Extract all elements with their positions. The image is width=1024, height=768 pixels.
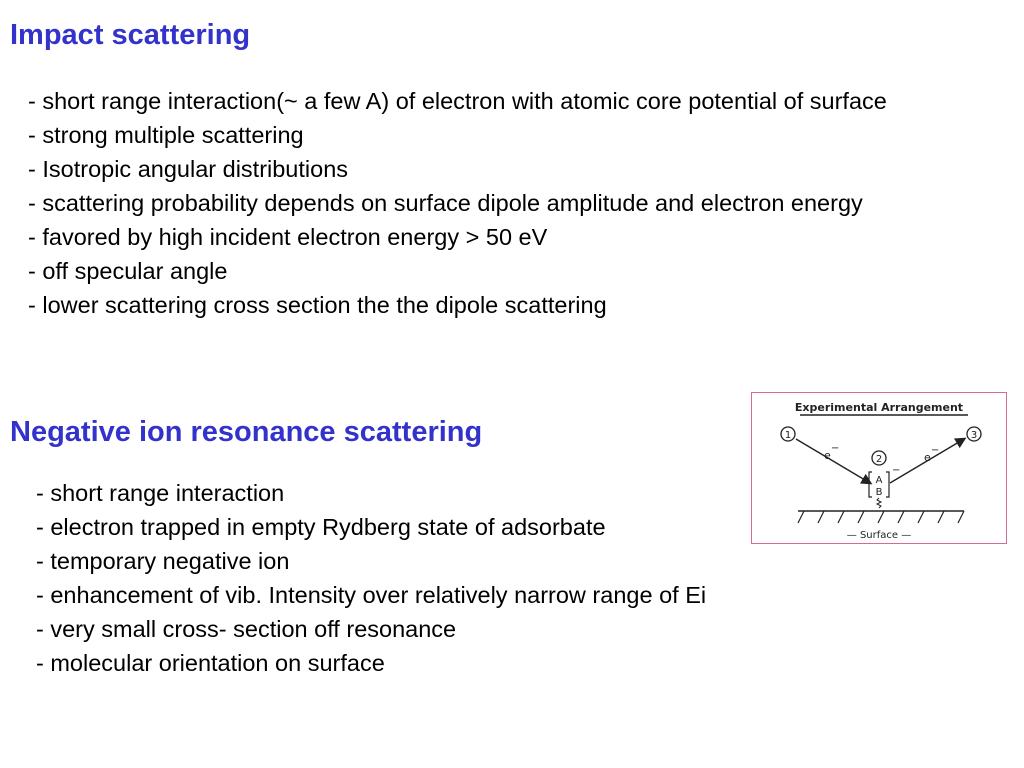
list-item-text: favored by high incident electron energy > 50 eV [42,224,548,250]
scattered-electron-charge: − [931,445,940,456]
marker-2-label: 2 [875,454,883,465]
bullet-dash: - [28,224,43,250]
bullet-dash: - [36,582,51,608]
bullet-dash: - [28,292,43,318]
list-item-text: lower scattering cross section the the dipole scattering [42,292,607,318]
list-item-text: electron trapped in empty Rydberg state of adsorbate [50,514,606,540]
experimental-arrangement-figure [751,392,1007,544]
bullet-dash: - [28,258,43,284]
marker-1-label: 1 [784,430,792,441]
bullet-dash: - [36,514,51,540]
figure-title: Experimental Arrangement [794,401,964,414]
list-item-text: temporary negative ion [50,548,290,574]
list-item [28,220,958,254]
bullet-dash: - [36,480,51,506]
list-item [36,544,936,578]
list-item-text: Isotropic angular distributions [42,156,349,182]
list-item [28,186,958,220]
atom-b-label: B [875,487,883,498]
list-item-text: short range interaction(~ a few A) of electron with atomic core potential of surface [42,88,887,114]
bullet-dash: - [28,122,43,148]
scattered-electron-label: e [924,451,931,464]
list-item-text: short range interaction [50,480,285,506]
list-item [28,84,958,118]
adsorbate-left-bracket [869,472,872,497]
list-item [36,612,936,646]
heading-impact-scattering: Impact scattering [10,19,251,51]
incident-electron-label: e [824,449,831,462]
marker-3-label: 3 [970,430,978,441]
impact-scattering-list [28,84,958,322]
heading-negative-ion-resonance: Negative ion resonance scattering [10,416,483,448]
adsorbate-right-bracket [886,472,889,497]
incident-electron-charge: − [831,443,840,454]
list-item-text: strong multiple scattering [42,122,304,148]
list-item-text: molecular orientation on surface [50,650,385,676]
bullet-dash: - [36,616,51,642]
atom-a-label: A [875,475,883,486]
arrangement-diagram [752,393,1006,543]
bullet-dash: - [36,548,51,574]
adsorbate-charge: − [892,465,901,476]
list-item-text: enhancement of vib. Intensity over relatively narrow range of Ei [50,582,707,608]
bullet-dash: - [36,650,51,676]
list-item-text: off specular angle [42,258,228,284]
bond-squiggle [877,498,881,508]
bullet-dash: - [28,88,43,114]
surface-hatching [798,511,964,523]
list-item [36,646,936,680]
list-item [28,118,958,152]
list-item-text: scattering probability depends on surface dipole amplitude and electron energy [42,190,863,216]
list-item-text: very small cross- section off resonance [50,616,457,642]
surface-label: — Surface — [846,530,912,541]
list-item [28,152,958,186]
list-item [36,578,936,612]
bullet-dash: - [28,190,43,216]
list-item [28,288,958,322]
list-item [28,254,958,288]
bullet-dash: - [28,156,43,182]
